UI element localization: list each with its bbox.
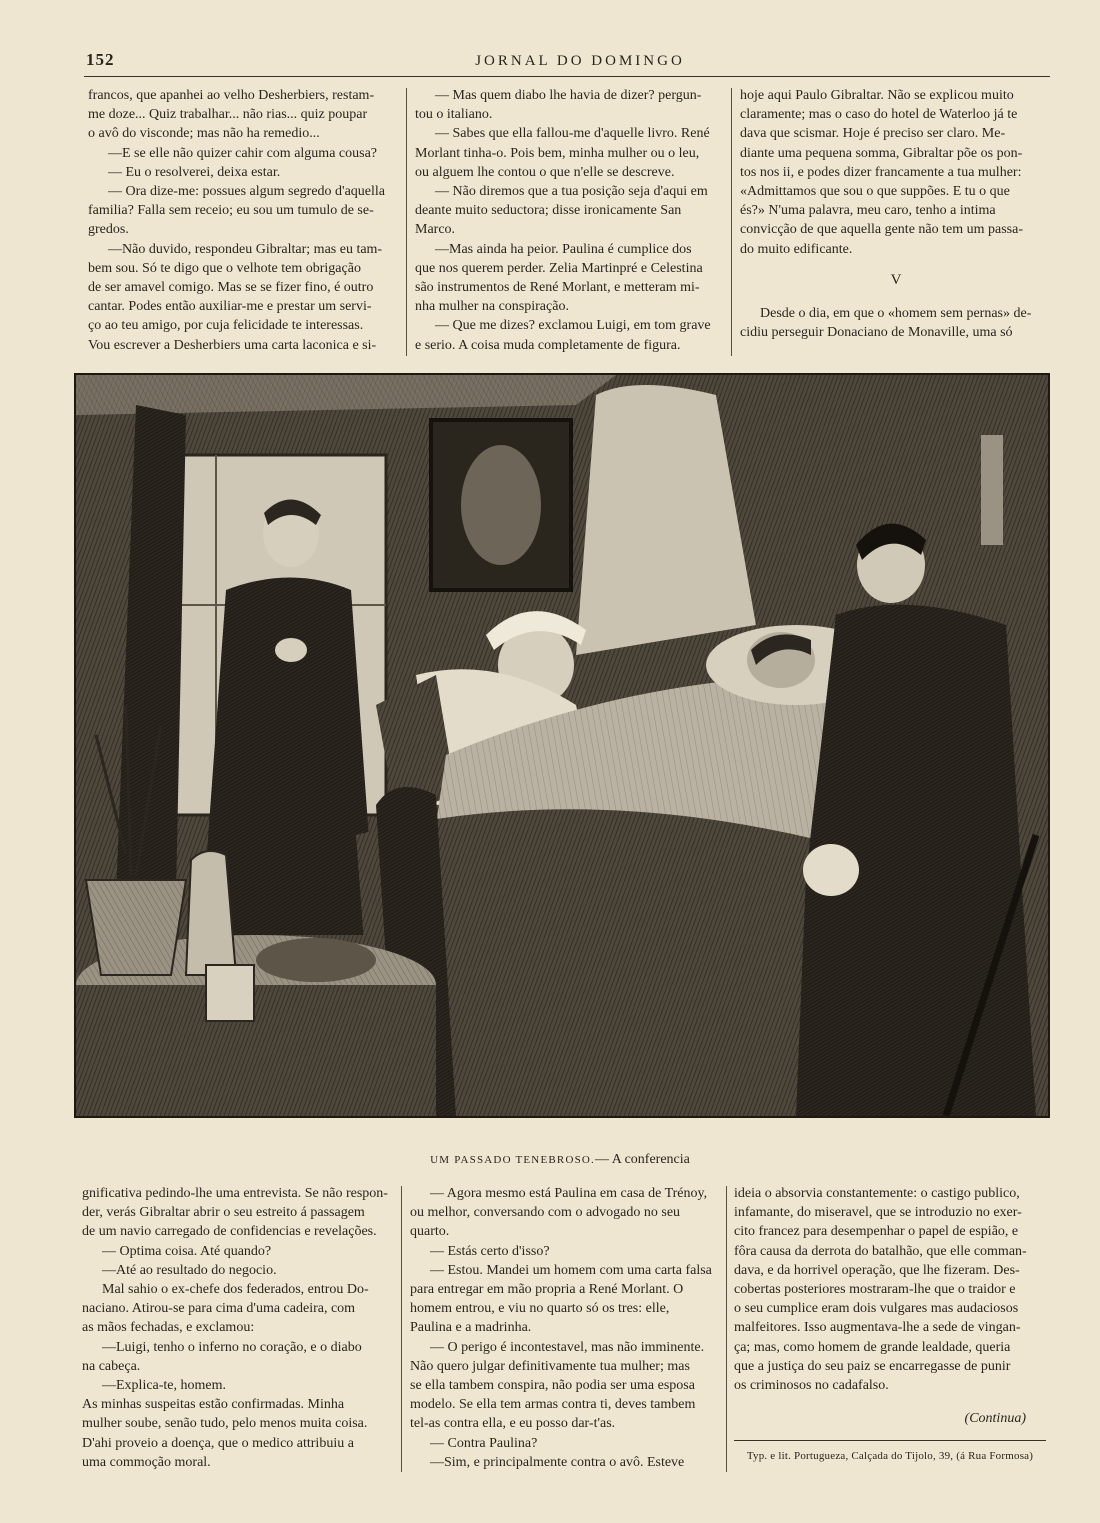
page-number: 152 bbox=[86, 50, 115, 69]
text-line: ou melhor, conversando com o advogado no seu bbox=[410, 1205, 681, 1221]
text-line: me doze... Quiz trabalhar... não rias... quiz poupar bbox=[88, 107, 368, 123]
text-line: diante uma pequena somma, Gibraltar põe os pon- bbox=[740, 145, 1023, 161]
text-line: fôra causa da derrota do batalhão, que elle comman- bbox=[734, 1243, 1027, 1259]
text-line: tel-as contra ella, e eu posso dar-t'as. bbox=[410, 1416, 616, 1432]
text-line: de um navio carregado de confidencias e revelações. bbox=[82, 1224, 377, 1240]
text-line: — Ora dize-me: possues algum segredo d'aquella bbox=[108, 184, 385, 200]
text-line: uma commoção moral. bbox=[82, 1454, 211, 1470]
illustration-caption bbox=[300, 1152, 820, 1168]
column-divider bbox=[726, 1186, 727, 1472]
text-line: Paulina e a madrinha. bbox=[410, 1320, 532, 1336]
text-line: ça; mas, como homem de grande lealdade, queria bbox=[734, 1339, 1011, 1355]
bottom-column-3 bbox=[734, 1184, 1046, 1467]
top-column-3 bbox=[740, 86, 1052, 342]
text-line: e serio. A coisa muda completamente de figura. bbox=[415, 337, 681, 353]
text-line: hoje aqui Paulo Gibraltar. Não se explicou muito bbox=[740, 88, 1014, 103]
text-line: quarto. bbox=[410, 1224, 450, 1240]
text-line: mulher soube, senão tudo, pelo menos muita coisa. bbox=[82, 1416, 368, 1432]
text-line: —Luigi, tenho o inferno no coração, e o diabo bbox=[102, 1339, 362, 1355]
text-line: malfeitores. Isso augmentava-lhe a sede de vingan- bbox=[734, 1320, 1021, 1336]
text-line: —Sim, e principalmente contra o avô. Esteve bbox=[430, 1454, 685, 1470]
text-line: — O perigo é incontestavel, mas não imminente. bbox=[430, 1339, 705, 1355]
text-line: gredos. bbox=[88, 222, 129, 238]
text-line: és?» N'uma palavra, meu caro, tenho a intima bbox=[740, 203, 996, 219]
text-line: gnificativa pedindo-lhe uma entrevista. Se não respon- bbox=[82, 1186, 388, 1201]
section-numeral: V bbox=[890, 271, 902, 288]
column-divider bbox=[731, 88, 732, 356]
text-line: ideia o absorvia constantemente: o castigo publico, bbox=[734, 1186, 1020, 1201]
text-line: Mal sahio o ex-chefe dos federados, entrou Do- bbox=[102, 1282, 369, 1298]
text-line: Morlant tinha-o. Pois bem, minha mulher ou o leu, bbox=[415, 145, 700, 161]
text-line: —Explica-te, homem. bbox=[102, 1378, 227, 1394]
text-line: ou alguem lhe contou o que n'elle se descreve. bbox=[415, 164, 675, 180]
text-line: para entregar em mão propria a René Morlant. O bbox=[410, 1282, 684, 1298]
text-line: cantar. Podes então auxiliar-me e prestar um servi- bbox=[88, 299, 372, 315]
text-line: — Estou. Mandei um homem com uma carta falsa bbox=[430, 1262, 712, 1278]
text-line: Não quero julgar definitivamente tua mulher; mas bbox=[410, 1358, 690, 1374]
text-line: as mãos fechadas, e exclamou: bbox=[82, 1320, 255, 1336]
text-line: os criminosos no cadafalso. bbox=[734, 1378, 889, 1394]
caption-subtitle: — A conferencia bbox=[595, 1152, 690, 1167]
text-line: As minhas suspeitas estão confirmadas. Minha bbox=[82, 1397, 345, 1413]
text-line: — Que me dizes? exclamou Luigi, em tom grave bbox=[435, 318, 711, 334]
text-line: — Não diremos que a tua posição seja d'aqui em bbox=[435, 184, 708, 200]
text-line: —Mas ainda ha peior. Paulina é cumplice dos bbox=[435, 241, 692, 257]
text-line: — Sabes que ella fallou-me d'aquelle livro. René bbox=[435, 126, 710, 142]
text-line: francos, que apanhei ao velho Desherbiers, restam- bbox=[88, 88, 375, 103]
text-line: homem entrou, e viu no quarto só os tres: elle, bbox=[410, 1301, 670, 1317]
text-line: —Até ao resultado do negocio. bbox=[102, 1262, 277, 1278]
text-line: convicção de que aquella gente não tem um passa- bbox=[740, 222, 1023, 238]
text-line: se ella tambem conspira, não podia ser uma esposa bbox=[410, 1378, 695, 1394]
text-line: nha mulher na conspiração. bbox=[415, 299, 569, 315]
engraving-illustration bbox=[74, 373, 1050, 1118]
text-line: de ser amavel comigo. Mas se se fizer fino, é outro bbox=[88, 280, 374, 296]
column-divider bbox=[401, 1186, 402, 1472]
text-line: do muito edificante. bbox=[740, 241, 853, 257]
text-line: infamante, do miseravel, que se introduzio no exer- bbox=[734, 1205, 1022, 1221]
text-line: familia? Falla sem receio; eu sou um tumulo de se- bbox=[88, 203, 374, 219]
text-line: «Admittamos que sou o que suppões. E tu o que bbox=[740, 184, 1010, 200]
text-line: — Estás certo d'isso? bbox=[430, 1243, 550, 1259]
continua-note: (Continua) bbox=[964, 1411, 1026, 1427]
text-line: — Optima coisa. Até quando? bbox=[102, 1243, 272, 1259]
text-line: modelo. Se ella tem armas contra ti, deves tambem bbox=[410, 1397, 696, 1413]
bedside-scene-image bbox=[76, 375, 1048, 1116]
text-line: que nos querem perder. Zelia Martinpré e Celestina bbox=[415, 260, 703, 276]
masthead-title: JORNAL DO DOMINGO bbox=[475, 53, 685, 69]
text-line: D'ahi proveio a doença, que o medico attribuiu a bbox=[82, 1435, 354, 1451]
text-line: tou o italiano. bbox=[415, 107, 493, 123]
header-rule bbox=[84, 76, 1050, 77]
text-line: der, verás Gibraltar abrir o seu estreito á passagem bbox=[82, 1205, 365, 1221]
bottom-column-1 bbox=[82, 1184, 394, 1472]
text-line: naciano. Atirou-se para cima d'uma cadeira, com bbox=[82, 1301, 356, 1317]
text-line: — Mas quem diabo lhe havia de dizer? pergun- bbox=[435, 88, 702, 103]
text-line: que a justiça do seu paiz se encarregasse de punir bbox=[734, 1358, 1011, 1374]
text-line: cito francez para desempenhar o papel de espião, e bbox=[734, 1224, 1019, 1240]
text-line: Vou escrever a Desherbiers uma carta laconica e si- bbox=[88, 337, 377, 353]
top-column-2 bbox=[415, 86, 722, 355]
column-divider bbox=[406, 88, 407, 356]
text-line: o avô do visconde; mas não ha remedio... bbox=[88, 126, 320, 142]
imprint-line: Typ. e lit. Portugueza, Calçada do Tijolo, 39, (á Rua Formosa) bbox=[746, 1450, 1034, 1463]
text-line: —Não duvido, respondeu Gibraltar; mas eu tam- bbox=[108, 241, 383, 257]
text-line: dava, e da horrivel operação, que lhe fizeram. Des- bbox=[734, 1262, 1020, 1278]
text-line: cidiu perseguir Donaciano de Monaville, uma só bbox=[740, 325, 1013, 341]
text-line: ço ao teu amigo, por cuja felicidade te interessas. bbox=[88, 318, 364, 334]
text-line: —E se elle não quizer cahir com alguma cousa? bbox=[108, 145, 377, 161]
caption-title: UM PASSADO TENEBROSO. bbox=[430, 1154, 596, 1166]
text-line: tos nos ii, e podes dizer francamente a tua mulher: bbox=[740, 164, 1022, 180]
text-line: Desde o dia, em que o «homem sem pernas» de- bbox=[760, 306, 1032, 322]
top-column-1 bbox=[88, 86, 398, 355]
bottom-column-2 bbox=[410, 1184, 718, 1472]
text-line: na cabeça. bbox=[82, 1358, 141, 1374]
text-line: claramente; mas o caso do hotel de Waterloo já te bbox=[740, 107, 1018, 123]
text-line: deante muito seductora; disse ironicamente San bbox=[415, 203, 682, 219]
text-line: bem sou. Só te digo que o velhote tem obrigação bbox=[88, 260, 361, 276]
imprint-rule bbox=[734, 1440, 1046, 1441]
text-line: — Eu o resolverei, deixa estar. bbox=[108, 164, 281, 180]
text-line: — Agora mesmo está Paulina em casa de Trénoy, bbox=[430, 1186, 708, 1201]
text-line: o seu cumplice eram dois vulgares mas audaciosos bbox=[734, 1301, 1019, 1317]
text-line: são instrumentos de René Morlant, e metteram mi- bbox=[415, 280, 700, 296]
text-line: cobertas posteriores mostraram-lhe que o traidor e bbox=[734, 1282, 1016, 1298]
text-line: dava que scismar. Hoje é preciso ser claro. Me- bbox=[740, 126, 1006, 142]
text-line: — Contra Paulina? bbox=[430, 1435, 538, 1451]
text-line: Marco. bbox=[415, 222, 456, 238]
